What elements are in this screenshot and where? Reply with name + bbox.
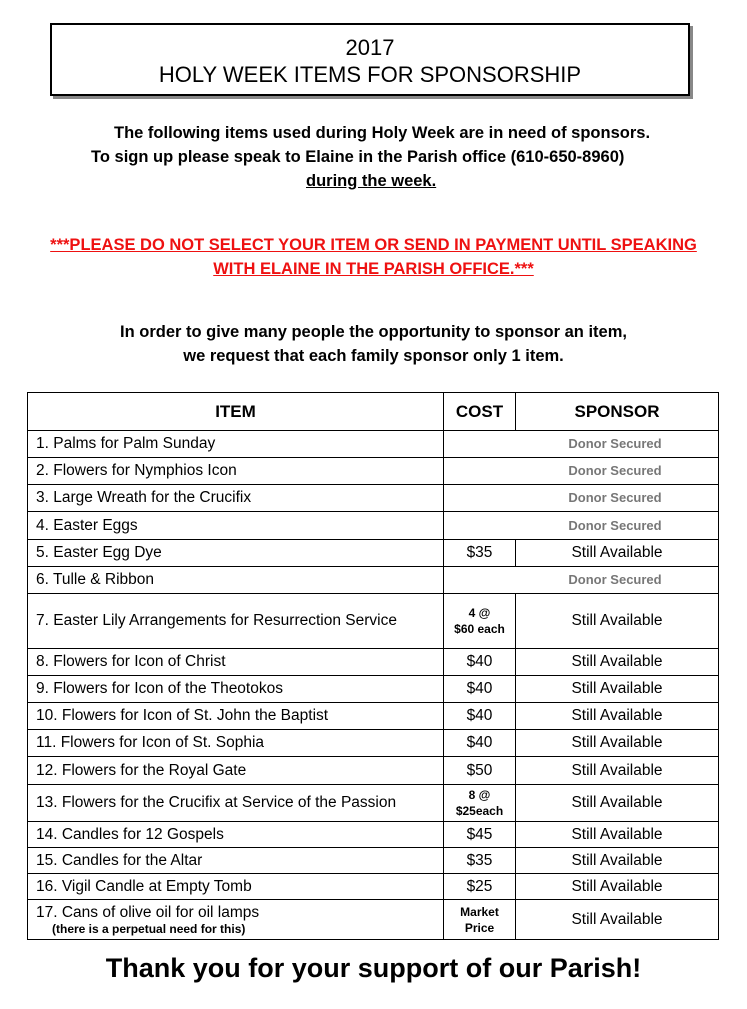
cost-value: Market	[460, 904, 499, 919]
request-line-2: we request that each family sponsor only 1 item.	[183, 347, 564, 365]
table-row	[28, 649, 719, 676]
item-cell	[28, 512, 444, 540]
cost-value: $40	[466, 653, 493, 670]
sponsor-status: Still Available	[571, 612, 663, 629]
cost-cell	[444, 785, 516, 822]
table-row	[28, 703, 719, 730]
item-cell	[28, 540, 444, 567]
item-name: 2. Flowers for Nymphios Icon	[36, 462, 237, 479]
sponsor-status: Still Available	[571, 680, 663, 697]
item-cell	[28, 594, 444, 649]
item-cell	[28, 485, 444, 512]
sponsor-cell	[516, 703, 719, 730]
cost-cell	[444, 540, 516, 567]
sponsor-status: Donor Secured	[568, 490, 662, 505]
item-cell	[28, 458, 444, 485]
cost-cell	[444, 730, 516, 757]
cost-detail: $25each	[455, 804, 504, 818]
item-name: 15. Candles for the Altar	[36, 851, 203, 869]
item-cell	[28, 900, 444, 940]
sponsor-cell	[444, 512, 719, 540]
header-cost: COST	[444, 393, 516, 431]
cost-detail: Price	[464, 920, 495, 935]
table-row	[28, 458, 719, 485]
sponsor-status: Still Available	[571, 544, 663, 561]
cost-cell	[444, 848, 516, 874]
sponsor-cell	[444, 458, 719, 485]
cost-cell	[444, 874, 516, 900]
item-name: 14. Candles for 12 Gospels	[36, 825, 224, 843]
table-row	[28, 567, 719, 594]
sponsor-cell	[516, 900, 719, 940]
sponsor-status: Donor Secured	[568, 463, 662, 478]
sponsor-status: Still Available	[571, 877, 663, 895]
cost-value: $40	[466, 707, 493, 724]
item-name: 10. Flowers for Icon of St. John the Baptist	[36, 707, 329, 724]
item-name: 13. Flowers for the Crucifix at Service of the Passion	[36, 794, 397, 811]
sponsor-status: Still Available	[571, 825, 663, 843]
sponsor-status: Donor Secured	[568, 517, 662, 533]
sponsor-cell	[516, 822, 719, 848]
table-row	[28, 730, 719, 757]
cost-value: 4 @	[468, 606, 491, 620]
sponsor-status: Still Available	[571, 653, 663, 670]
table-row	[28, 594, 719, 649]
sponsor-cell	[516, 649, 719, 676]
title-heading: HOLY WEEK ITEMS FOR SPONSORSHIP	[158, 62, 582, 87]
sponsor-status: Still Available	[571, 851, 663, 869]
cost-value: $45	[466, 825, 493, 843]
sponsor-cell	[516, 874, 719, 900]
cost-value: $40	[466, 680, 493, 697]
warning-line-2: WITH ELAINE IN THE PARISH OFFICE.***	[213, 260, 534, 278]
sponsor-cell	[444, 567, 719, 594]
intro-text	[0, 121, 747, 193]
item-name: 1. Palms for Palm Sunday	[36, 435, 216, 452]
item-name: 9. Flowers for Icon of the Theotokos	[36, 680, 283, 697]
cost-value: $40	[466, 734, 493, 751]
table-row	[28, 822, 719, 848]
item-name: 16. Vigil Candle at Empty Tomb	[36, 877, 252, 895]
cost-value: $35	[466, 544, 493, 561]
sponsor-status: Still Available	[571, 707, 663, 724]
intro-line-2: To sign up please speak to Elaine in the Parish office (610-650-8960)	[91, 148, 625, 166]
header-sponsor: SPONSOR	[516, 393, 719, 431]
table-row	[28, 540, 719, 567]
warning-text	[0, 233, 747, 281]
item-name: 6. Tulle & Ribbon	[36, 571, 155, 588]
cost-cell	[444, 703, 516, 730]
sponsor-status: Still Available	[571, 910, 663, 928]
cost-cell	[444, 757, 516, 785]
cost-value: $50	[466, 761, 493, 779]
item-name: 7. Easter Lily Arrangements for Resurrection Service	[36, 612, 397, 629]
warning-line-1: ***PLEASE DO NOT SELECT YOUR ITEM OR SEND IN PAYMENT UNTIL SPEAKING	[50, 236, 697, 254]
cost-value: $35	[466, 851, 493, 869]
item-name: 17. Cans of olive oil for oil lamps	[36, 903, 260, 921]
cost-cell	[444, 822, 516, 848]
table-row	[28, 900, 719, 940]
item-cell	[28, 703, 444, 730]
sponsor-cell	[444, 485, 719, 512]
table-row	[28, 512, 719, 540]
sponsor-cell	[516, 540, 719, 567]
item-cell	[28, 848, 444, 874]
item-name: 3. Large Wreath for the Crucifix	[36, 489, 252, 506]
cost-cell	[444, 676, 516, 703]
title-year: 2017	[345, 35, 395, 60]
sponsor-status: Donor Secured	[568, 572, 662, 587]
intro-line-3: during the week.	[306, 172, 437, 190]
sponsor-status: Donor Secured	[568, 436, 662, 451]
item-cell	[28, 431, 444, 458]
item-cell	[28, 567, 444, 594]
item-name: 8. Flowers for Icon of Christ	[36, 653, 226, 670]
intro-line-1: The following items used during Holy Week are in need of sponsors.	[114, 124, 651, 142]
sponsor-cell	[516, 594, 719, 649]
table-row	[28, 874, 719, 900]
item-name: 11. Flowers for Icon of St. Sophia	[36, 734, 265, 751]
item-cell	[28, 649, 444, 676]
table-row	[28, 676, 719, 703]
request-line-1: In order to give many people the opportunity to sponsor an item,	[120, 323, 627, 341]
thanks-message: Thank you for your support of our Parish!	[105, 953, 642, 983]
sponsor-status: Still Available	[571, 734, 663, 751]
cost-value: 8 @	[468, 788, 491, 802]
sponsorship-table	[27, 392, 719, 940]
item-cell	[28, 676, 444, 703]
item-cell	[28, 874, 444, 900]
sponsor-cell	[516, 785, 719, 822]
cost-cell	[444, 649, 516, 676]
sponsor-cell	[444, 431, 719, 458]
item-cell	[28, 730, 444, 757]
header-item: ITEM	[28, 393, 444, 431]
title-box	[50, 23, 690, 96]
cost-cell	[444, 900, 516, 940]
item-note: (there is a perpetual need for this)	[52, 921, 246, 936]
sponsor-cell	[516, 676, 719, 703]
cost-cell	[444, 594, 516, 649]
table-row	[28, 485, 719, 512]
sponsor-cell	[516, 848, 719, 874]
cost-detail: $60 each	[454, 622, 505, 636]
table-row	[28, 848, 719, 874]
sponsor-status: Still Available	[571, 761, 663, 779]
sponsor-status: Still Available	[571, 794, 663, 811]
request-text	[0, 320, 747, 368]
item-cell	[28, 822, 444, 848]
item-name: 12. Flowers for the Royal Gate	[36, 761, 247, 779]
sponsor-cell	[516, 757, 719, 785]
cost-value: $25	[466, 877, 493, 895]
sponsor-cell	[516, 730, 719, 757]
table-row	[28, 785, 719, 822]
table-row	[28, 431, 719, 458]
item-name: 4. Easter Eggs	[36, 516, 138, 534]
table-row	[28, 757, 719, 785]
table-header-row	[28, 393, 719, 431]
item-cell	[28, 757, 444, 785]
item-name: 5. Easter Egg Dye	[36, 544, 162, 561]
item-cell	[28, 785, 444, 822]
